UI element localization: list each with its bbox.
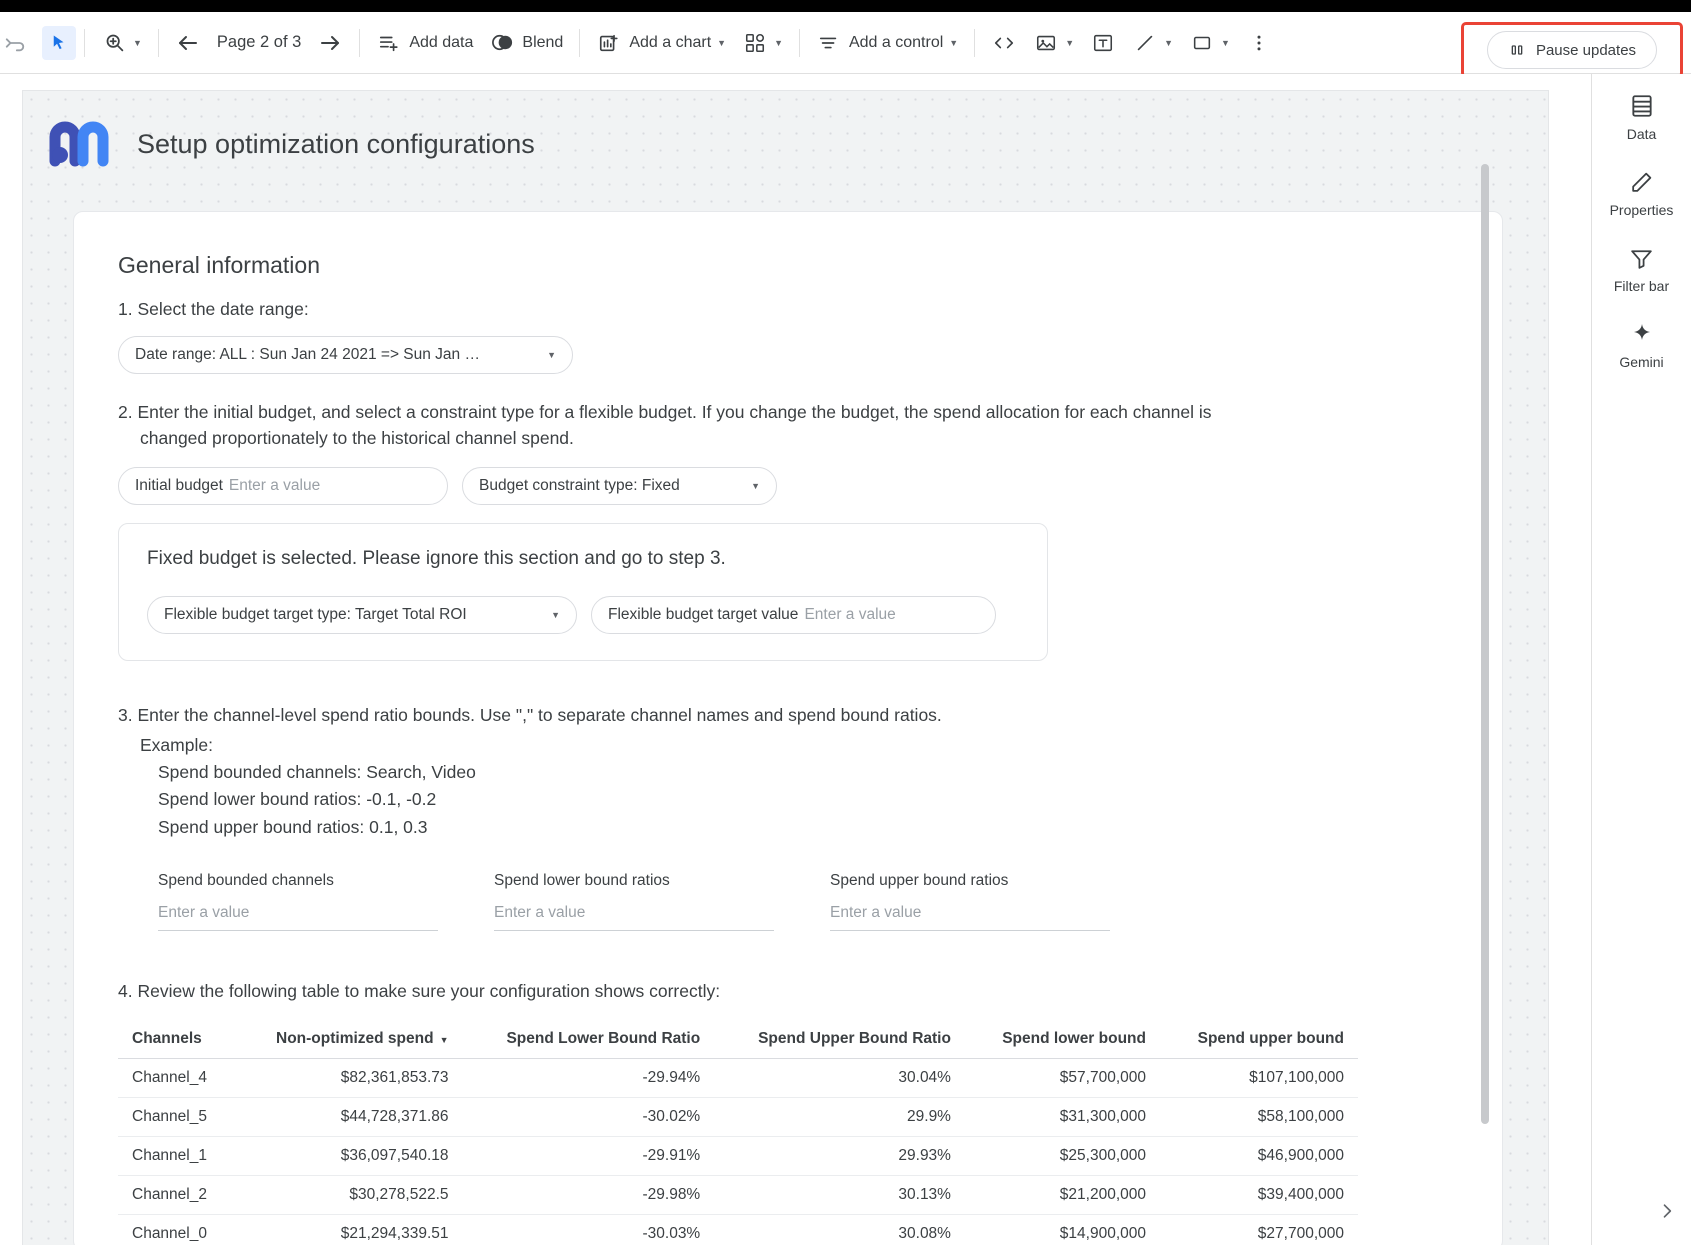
column-header-non-optimized-spend[interactable]: [235, 1020, 463, 1059]
configuration-card: [73, 211, 1503, 1245]
chevron-down-icon: ▼: [949, 37, 959, 48]
blend-button[interactable]: [481, 23, 571, 63]
table-row[interactable]: [118, 1176, 1358, 1215]
pencil-icon: [1629, 168, 1654, 196]
pause-updates-highlight: [1461, 22, 1683, 78]
add-control-button[interactable]: [808, 23, 966, 63]
budget-constraint-type-value: Budget constraint type: Fixed: [479, 477, 680, 495]
step-4-label: 4. Review the following table to make sure your configuration shows correctly:: [118, 981, 721, 1001]
column-header-spend-lower-bound-ratio[interactable]: Spend Lower Bound Ratio: [463, 1020, 715, 1059]
report-header: [49, 121, 535, 167]
cell-non-optimized-spend: $82,361,853.73: [235, 1059, 463, 1098]
zoom-button[interactable]: [93, 23, 150, 63]
column-header-label: Non-optimized spend: [276, 1030, 434, 1048]
column-header-spend-upper-bound[interactable]: Spend upper bound: [1160, 1020, 1358, 1059]
insert-image-button[interactable]: [1025, 23, 1082, 63]
more-vertical-icon: [1246, 30, 1272, 56]
column-header-spend-lower-bound[interactable]: Spend lower bound: [965, 1020, 1160, 1059]
date-range-value: Date range: ALL : Sun Jan 24 2021 => Sun Jan …: [135, 346, 480, 364]
arrow-left-icon: [175, 30, 201, 56]
cell-spend-lower-bound: $21,200,000: [965, 1176, 1160, 1215]
window-top-strip: [0, 0, 1691, 12]
toolbar-divider: [84, 29, 85, 57]
table-row[interactable]: [118, 1098, 1358, 1137]
chevron-down-icon: ▼: [133, 37, 142, 48]
canvas-scrollbar[interactable]: [1481, 160, 1489, 1240]
budget-constraint-type-control[interactable]: [462, 467, 777, 505]
cell-spend-lower-bound: $25,300,000: [965, 1137, 1160, 1176]
toolbar-divider: [579, 29, 580, 57]
add-control-label: Add a control: [848, 33, 944, 51]
chevron-down-icon: ▼: [751, 481, 760, 492]
cell-non-optimized-spend: $36,097,540.18: [235, 1137, 463, 1176]
chevron-down-icon: ▼: [1221, 37, 1230, 48]
section-title-general-information: General information: [118, 252, 320, 278]
more-options-button[interactable]: [1238, 23, 1280, 63]
chevron-down-icon: ▼: [547, 350, 556, 361]
add-data-icon: [376, 30, 402, 56]
sort-descending-icon: ▼: [439, 1035, 449, 1046]
sidebar-item-label: Data: [1626, 126, 1657, 142]
undo-button[interactable]: [0, 23, 36, 63]
flexible-budget-target-type-control[interactable]: [147, 596, 577, 634]
add-control-icon: [816, 30, 842, 56]
line-icon: [1132, 30, 1158, 56]
sidebar-item-gemini[interactable]: [1592, 320, 1691, 370]
community-visualizations-button[interactable]: [734, 23, 791, 63]
cell-channel: Channel_4: [118, 1059, 235, 1098]
table-row[interactable]: [118, 1137, 1358, 1176]
table-header-row: [118, 1020, 1358, 1059]
example-line-2: Spend lower bound ratios: -0.1, -0.2: [158, 789, 437, 810]
configuration-table: [118, 1020, 1358, 1245]
cell-spend-lower-bound-ratio: -29.91%: [463, 1137, 715, 1176]
initial-budget-input[interactable]: [118, 467, 448, 505]
cell-spend-lower-bound: $14,900,000: [965, 1215, 1160, 1245]
page-indicator[interactable]: Page 2 of 3: [216, 33, 302, 51]
step-3-label: 3. Enter the channel-level spend ratio bounds. Use "," to separate channel names and spend bound ratios.: [118, 705, 942, 726]
spend-bounded-channels-field[interactable]: [158, 872, 438, 931]
spend-bounded-channels-input[interactable]: Enter a value: [158, 904, 438, 931]
flexible-budget-target-value-input[interactable]: [591, 596, 996, 634]
flexible-budget-section: [118, 523, 1048, 661]
column-header-spend-upper-bound-ratio[interactable]: Spend Upper Bound Ratio: [714, 1020, 965, 1059]
pause-updates-button[interactable]: [1487, 31, 1657, 69]
text-box-icon: [1090, 30, 1116, 56]
cell-spend-lower-bound-ratio: -30.02%: [463, 1098, 715, 1137]
cell-spend-upper-bound: $107,100,000: [1160, 1059, 1358, 1098]
cell-channel: Channel_5: [118, 1098, 235, 1137]
flexible-budget-target-value-label: Flexible budget target value: [608, 606, 799, 624]
filter-icon: [1629, 244, 1654, 272]
sidebar-item-label: Filter bar: [1613, 278, 1670, 295]
right-side-panel: [1591, 74, 1691, 1245]
sparkle-icon: [1630, 320, 1654, 348]
toolbar-divider: [799, 29, 800, 57]
cell-spend-lower-bound-ratio: -30.03%: [463, 1215, 715, 1245]
step-1-label: 1. Select the date range:: [118, 299, 309, 319]
embed-code-icon: [991, 30, 1017, 56]
spend-upper-bound-ratios-label: Spend upper bound ratios: [830, 872, 1009, 889]
editor-toolbar: [0, 12, 1691, 74]
cell-channel: Channel_1: [118, 1137, 235, 1176]
chevron-right-icon[interactable]: [1657, 1201, 1677, 1227]
chevron-down-icon: ▼: [1065, 37, 1075, 48]
cell-spend-upper-bound-ratio: 29.9%: [714, 1098, 965, 1137]
initial-budget-placeholder: Enter a value: [228, 477, 321, 495]
table-row[interactable]: [118, 1059, 1358, 1098]
next-page-button[interactable]: [309, 23, 351, 63]
add-chart-icon: [596, 30, 622, 56]
cell-non-optimized-spend: $30,278,522.5: [235, 1176, 463, 1215]
example-label: Example:: [140, 734, 213, 755]
chevron-down-icon: ▼: [717, 37, 727, 48]
blend-label: Blend: [522, 33, 564, 51]
cell-spend-lower-bound: $57,700,000: [965, 1059, 1160, 1098]
cell-channel: Channel_0: [118, 1215, 235, 1245]
data-panel-icon: [1629, 92, 1655, 120]
flexible-budget-target-value-placeholder: Enter a value: [804, 606, 896, 624]
cell-spend-upper-bound-ratio: 30.13%: [714, 1176, 965, 1215]
column-header-channels[interactable]: Channels: [118, 1020, 235, 1059]
previous-page-button[interactable]: [167, 23, 209, 63]
initial-budget-label: Initial budget: [135, 477, 223, 495]
sidebar-item-label: Properties: [1609, 202, 1674, 219]
panel-spacer: [1571, 138, 1583, 150]
flexible-budget-target-type-value: Flexible budget target type: Target Total ROI: [164, 606, 467, 624]
cell-spend-upper-bound: $46,900,000: [1160, 1137, 1358, 1176]
report-page[interactable]: [22, 90, 1549, 1245]
sidebar-item-filter-bar[interactable]: [1592, 244, 1691, 294]
cell-spend-upper-bound-ratio: 29.93%: [714, 1137, 965, 1176]
sidebar-item-label: Gemini: [1619, 354, 1664, 371]
report-canvas: [0, 74, 1591, 1245]
cell-spend-upper-bound: $27,700,000: [1160, 1215, 1358, 1245]
date-range-control[interactable]: [118, 336, 573, 374]
pause-updates-label: Pause updates: [1535, 41, 1637, 59]
toolbar-divider: [974, 29, 975, 57]
text-box-button[interactable]: [1082, 23, 1124, 63]
chevron-down-icon: ▼: [1164, 37, 1174, 48]
page-title: Setup optimization configurations: [137, 128, 535, 159]
shape-tool-button[interactable]: [1181, 23, 1238, 63]
spend-upper-bound-ratios-input[interactable]: Enter a value: [830, 904, 1110, 931]
spend-lower-bound-ratios-field[interactable]: [494, 872, 774, 931]
undo-icon: [2, 30, 28, 56]
cell-spend-lower-bound-ratio: -29.98%: [463, 1176, 715, 1215]
spend-bounded-channels-label: Spend bounded channels: [158, 872, 334, 889]
embed-code-button[interactable]: [983, 23, 1025, 63]
sidebar-item-data[interactable]: [1592, 92, 1691, 142]
example-line-3: Spend upper bound ratios: 0.1, 0.3: [158, 816, 428, 837]
cell-spend-lower-bound-ratio: -29.94%: [463, 1059, 715, 1098]
chevron-down-icon: ▼: [551, 610, 560, 621]
spend-lower-bound-ratios-label: Spend lower bound ratios: [494, 872, 670, 889]
select-tool-button[interactable]: [42, 26, 76, 60]
cell-spend-upper-bound: $39,400,000: [1160, 1176, 1358, 1215]
toolbar-divider: [359, 29, 360, 57]
cell-spend-upper-bound: $58,100,000: [1160, 1098, 1358, 1137]
add-chart-button[interactable]: [588, 23, 734, 63]
example-line-1: Spend bounded channels: Search, Video: [158, 761, 476, 782]
cell-spend-upper-bound-ratio: 30.08%: [714, 1215, 965, 1245]
canvas-scrollbar-thumb[interactable]: [1481, 164, 1489, 1124]
cell-non-optimized-spend: $21,294,339.51: [235, 1215, 463, 1245]
chevron-down-icon: ▼: [774, 37, 783, 48]
community-visualization-icon: [742, 30, 768, 56]
flexible-budget-note: Fixed budget is selected. Please ignore this section and go to step 3.: [147, 548, 726, 570]
blend-icon: [489, 30, 515, 56]
pause-icon: [1508, 41, 1526, 59]
cursor-select-icon: [46, 30, 72, 56]
cell-spend-lower-bound: $31,300,000: [965, 1098, 1160, 1137]
spend-upper-bound-ratios-field[interactable]: [830, 872, 1110, 931]
meridian-logo: [49, 121, 115, 167]
cell-channel: Channel_2: [118, 1176, 235, 1215]
line-tool-button[interactable]: [1124, 23, 1181, 63]
add-chart-label: Add a chart: [629, 33, 712, 51]
zoom-icon: [101, 30, 127, 56]
shape-icon: [1189, 30, 1215, 56]
spend-lower-bound-ratios-input[interactable]: Enter a value: [494, 904, 774, 931]
sidebar-item-properties[interactable]: [1592, 168, 1691, 218]
image-icon: [1033, 30, 1059, 56]
arrow-right-icon: [317, 30, 343, 56]
add-data-button[interactable]: [368, 23, 481, 63]
add-data-label: Add data: [409, 33, 474, 51]
step-2-label: 2. Enter the initial budget, and select a constraint type for a flexible budget. If you change the budget, the spend allocation for each channel is changed proportionately to the historical channel spend.: [118, 402, 1212, 448]
cell-spend-upper-bound-ratio: 30.04%: [714, 1059, 965, 1098]
table-row[interactable]: [118, 1215, 1358, 1245]
toolbar-divider: [158, 29, 159, 57]
cell-non-optimized-spend: $44,728,371.86: [235, 1098, 463, 1137]
